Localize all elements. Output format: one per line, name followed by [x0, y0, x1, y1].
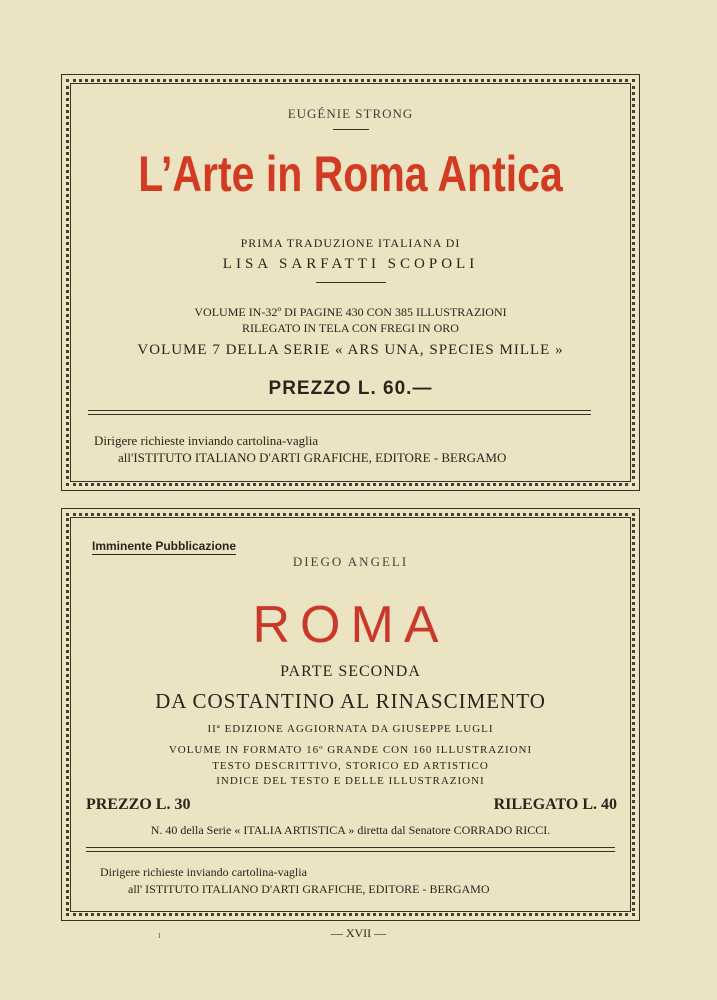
divider [316, 282, 386, 283]
author-name: DIEGO ANGELI [292, 554, 409, 569]
advertisement-arte-in-roma-antica [61, 74, 640, 491]
ornamental-border [70, 517, 631, 912]
order-instructions: Dirigere richieste inviando cartolina-vaglia [94, 433, 319, 448]
page-number: — XVII — [330, 926, 387, 940]
series-info: N. 40 della Serie « ITALIA ARTISTICA » diretta dal Senatore CORRADO RICCI. [150, 823, 551, 837]
publisher-address: all' ISTITUTO ITALIANO D'ARTI GRAFICHE, EDITORE - BERGAMO [128, 882, 490, 896]
translation-label: PRIMA TRADUZIONE ITALIANA DI [240, 236, 461, 250]
print-mark: ı [158, 930, 161, 941]
publisher-address: all'ISTITUTO ITALIANO D'ARTI GRAFICHE, EDITORE - BERGAMO [118, 450, 507, 465]
price: PREZZO L. 30 [86, 796, 191, 813]
content-details: TESTO DESCRITTIVO, STORICO ED ARTISTICO [212, 760, 489, 772]
double-rule [88, 410, 591, 415]
format-details: VOLUME IN FORMATO 16º GRANDE CON 160 ILLUSTRAZIONI [168, 744, 533, 756]
author-name: EUGÉNIE STRONG [287, 106, 414, 121]
advertisement-roma [61, 508, 640, 921]
part-label: PARTE SECONDA [280, 663, 421, 680]
forthcoming-badge: Imminente Pubblicazione [92, 539, 237, 553]
edition-info: IIª EDIZIONE AGGIORNATA DA GIUSEPPE LUGLI [207, 723, 494, 735]
double-rule [86, 847, 615, 852]
price: PREZZO L. 60.— [268, 378, 433, 399]
binding-details: RILEGATO IN TELA CON FREGI IN ORO [242, 321, 459, 335]
series-info: VOLUME 7 DELLA SERIE « ARS UNA, SPECIES MILLE » [137, 342, 564, 358]
volume-details: VOLUME IN-32º DI PAGINE 430 CON 385 ILLUSTRAZIONI [194, 305, 507, 319]
book-title: L’Arte in Roma Antica [138, 146, 563, 202]
divider [333, 129, 369, 130]
book-subtitle: DA COSTANTINO AL RINASCIMENTO [155, 689, 546, 713]
index-details: INDICE DEL TESTO E DELLE ILLUSTRAZIONI [216, 775, 485, 787]
book-title: ROMA [252, 596, 449, 654]
translator-name: LISA SARFATTI SCOPOLI [222, 256, 479, 272]
order-instructions: Dirigere richieste inviando cartolina-vaglia [100, 865, 307, 879]
bound-price: RILEGATO L. 40 [493, 796, 617, 813]
